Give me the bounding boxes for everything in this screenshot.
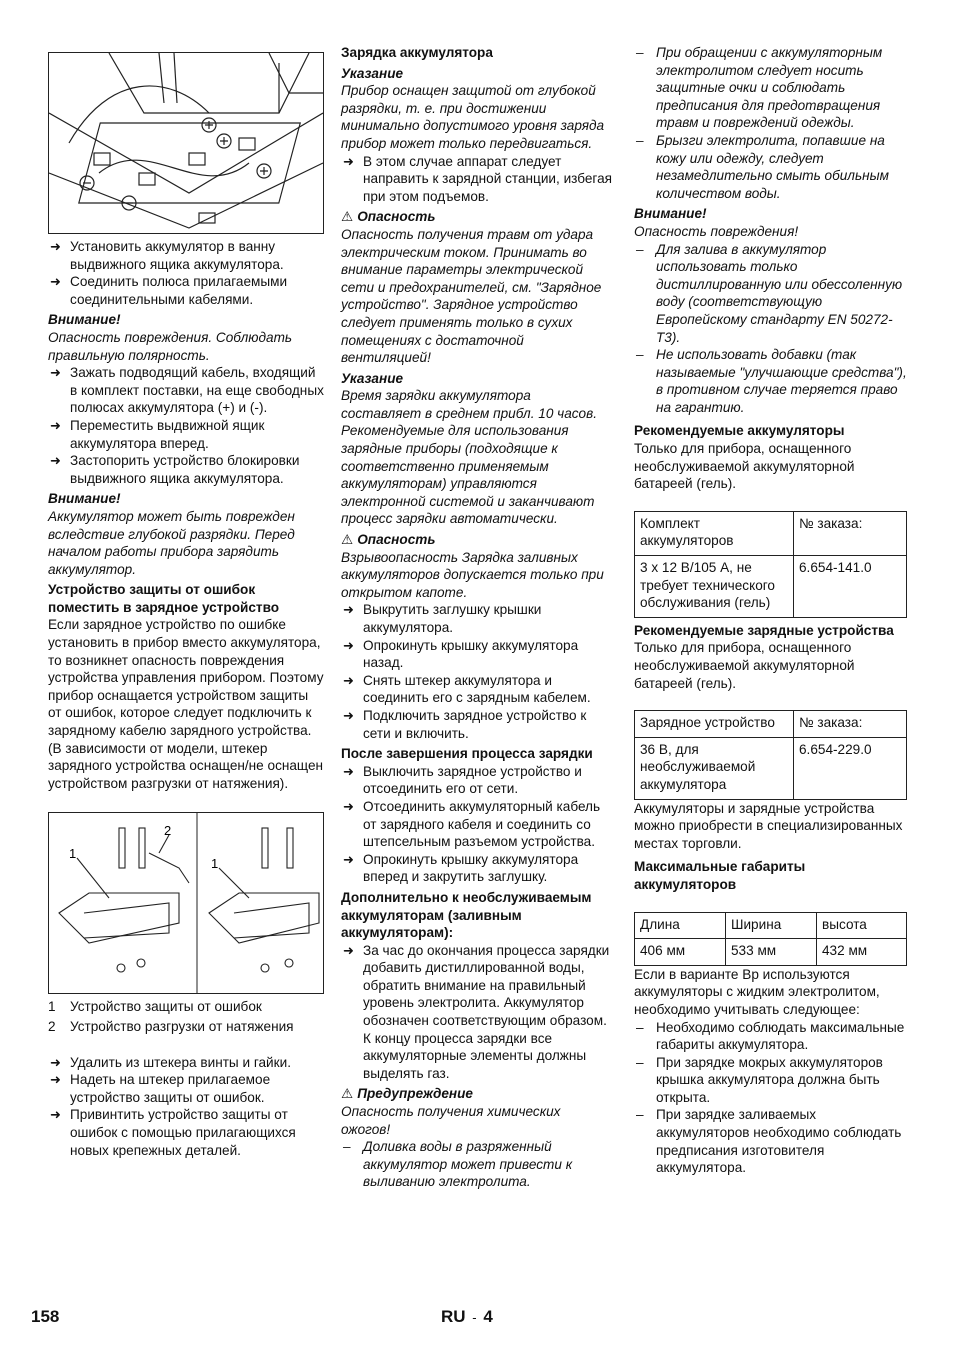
warning-title: Внимание! <box>48 491 121 507</box>
note-title: Указание <box>341 65 404 81</box>
step-close-cover: ➜ Опрокинуть крышку аккумулятора вперед и закрутить заглушку. <box>341 851 613 886</box>
warning-text: Опасность повреждения! <box>634 223 799 239</box>
dash-item: – При обращении с аккумуляторным электролитом следует носить защитные очки и соблюдать предписания для предотвращения травм и повреждений одежды. <box>634 44 907 132</box>
table-cell: 36 В, для необслуживаемой аккумулятора <box>635 737 794 799</box>
table-header-cell: Зарядное устройство <box>635 711 794 738</box>
section-heading: Максимальные габариты аккумуляторов <box>634 859 806 892</box>
step-add-water: ➜ За час до окончания процесса зарядки добавить дистиллированной воды, обратить внимание на правильный уровень электролита. Аккумулятор обозначен соответствующим образом. К концу процесса зарядки все аккумуляторные элементы должны выделять газ. <box>341 942 613 1083</box>
step-tilt-cover: ➜ Опрокинуть крышку аккумулятора назад. <box>341 637 613 672</box>
step-unscrew-plug: ➜ Выкрутить заглушку крышки аккумулятора. <box>341 601 613 636</box>
section-marker: RU - 4 <box>441 1307 493 1326</box>
step-disconnect-cable: ➜ Отсоединить аккумуляторный кабель от зарядного кабеля и соединить со штепсельным разъемом устройства. <box>341 798 613 851</box>
section-heading: Зарядка аккумулятора <box>341 45 493 60</box>
dash-item: – Для залива в аккумулятор использовать только дистиллированную или обессоленную воду (соответствующую Европейскому стандарту EN 50272-T3). <box>634 241 907 347</box>
step-move-drawer: ➜ Переместить выдвижной ящик аккумулятора вперед. <box>48 417 324 452</box>
table-row <box>635 737 907 799</box>
section-heading: Рекомендуемые аккумуляторы <box>634 423 845 439</box>
paragraph: Только для прибора, оснащенного необслуживаемой аккумуляторной батареей (гель). <box>634 640 855 691</box>
table-header-cell: № заказа: <box>794 511 907 555</box>
table-header-cell: Длина <box>635 912 726 939</box>
chargers-table <box>634 710 907 799</box>
dash-item: – Не использовать добавки (так называемые "улучшающие средства"), в противном случае теряется право на гарантию. <box>634 346 907 416</box>
battery-figure <box>48 52 324 234</box>
step-switch-off-charger: ➜ Выключить зарядное устройство и отсоединить его от сети. <box>341 763 613 798</box>
step-install-battery: ➜ Установить аккумулятор в ванну выдвижного ящика аккумулятора. <box>48 238 324 273</box>
protection-device-figure <box>48 812 324 994</box>
section-heading: После завершения процесса зарядки <box>341 746 593 762</box>
protection-device-illustration <box>49 813 323 993</box>
table-row <box>635 912 907 939</box>
paragraph: Только для прибора, оснащенного необслуживаемой аккумуляторной батареей (гель). <box>634 441 855 492</box>
battery-illustration <box>49 53 323 233</box>
table-cell: 6.654-229.0 <box>794 737 907 799</box>
step-connect-poles: ➜ Соединить полюса прилагаемыми соединительными кабелями. <box>48 273 324 308</box>
page-number: 158 <box>31 1307 60 1326</box>
note-text: Прибор оснащен защитой от глубокой разрядки, т. е. при достижении минимально допустимого уровня заряда прибор может только передвигаться. <box>341 83 605 151</box>
figure-label: 1 <box>211 856 219 872</box>
warning-title: Внимание! <box>634 206 707 222</box>
table-header-cell: № заказа: <box>794 711 907 738</box>
figure-label: 2 <box>164 823 172 839</box>
warning-triangle-icon: ⚠ <box>341 1086 354 1102</box>
table-header-cell: высота <box>817 912 907 939</box>
danger-title: ⚠ Опасность <box>341 209 436 225</box>
table-cell: 3 x 12 В/105 А, не требует технического обслуживания (гель) <box>635 556 794 618</box>
dimensions-table <box>634 912 907 966</box>
legend-item: 2 Устройство разгрузки от натяжения <box>48 1019 294 1034</box>
section-heading: Устройство защиты от ошибок поместить в зарядное устройство <box>48 582 280 615</box>
legend-item: 1 Устройство защиты от ошибок <box>48 999 262 1015</box>
step-clamp-cable: ➜ Зажать подводящий кабель, входящий в комплект поставки, на еще свободных полюсах аккумулятора (+) и (-). <box>48 364 324 417</box>
note-title: Указание <box>341 370 404 386</box>
paragraph: Аккумуляторы и зарядные устройства можно приобрести в специализированных местах торговли. <box>634 800 903 851</box>
section-heading: Дополнительно к необслуживаемым аккумуляторам (заливным аккумуляторам): <box>341 889 592 941</box>
step-lock-drawer: ➜ Застопорить устройство блокировки выдвижного ящика аккумулятора. <box>48 452 324 487</box>
table-header-cell: Ширина <box>726 912 817 939</box>
step-screw-device: ➜ Привинтить устройство защиты от ошибок с помощью прилагающихся новых крепежных деталей. <box>48 1106 324 1159</box>
table-row <box>635 556 907 618</box>
table-header-cell: Комплект аккумуляторов <box>635 511 794 555</box>
dash-item: – При зарядке мокрых аккумуляторов крышка аккумулятора должна быть открыта. <box>634 1054 907 1107</box>
column-middle <box>341 44 613 1191</box>
dash-item: – Необходимо соблюдать максимальные габариты аккумулятора. <box>634 1019 907 1054</box>
column-left <box>48 44 324 1159</box>
table-cell: 6.654-141.0 <box>794 556 907 618</box>
step-put-on-device: ➜ Надеть на штекер прилагаемое устройство защиты от ошибок. <box>48 1071 324 1106</box>
dash-item: – Доливка воды в разряженный аккумулятор может привести к выливанию электролита. <box>341 1138 613 1191</box>
paragraph: Если в варианте Bp используются аккумуляторы с жидким электролитом, необходимо учитывать следующее: <box>634 966 880 1017</box>
note-text: Время зарядки аккумулятора составляет в среднем прибл. 10 часов. Рекомендуемые для использования зарядные приборы (подходящие к соответственно применяемым аккумуляторам) управляются электронной системой и заканчивают процесс зарядки автоматически. <box>341 388 597 527</box>
dash-item: – При зарядке заливаемых аккумуляторов необходимо соблюдать предписания изготовителя аккумулятора. <box>634 1106 907 1176</box>
warning-text: Опасность получения химических ожогов! <box>341 1104 561 1137</box>
danger-title: ⚠ Опасность <box>341 532 436 548</box>
step-go-to-station: ➜ В этом случае аппарат следует направить к зарядной станции, избегая при этом подъемов. <box>341 153 613 206</box>
dash-item: – Брызги электролита, попавшие на кожу или одежду, следует незамедлительно смыть обильным количеством воды. <box>634 132 907 202</box>
warning-triangle-icon: ⚠ <box>341 209 354 225</box>
danger-text: Взрывоопасность Зарядка заливных аккумуляторов допускается только при открытом капоте. <box>341 549 604 600</box>
step-connect-charger-cable: ➜ Снять штекер аккумулятора и соединить его с зарядным кабелем. <box>341 672 613 707</box>
table-cell: 406 мм <box>635 939 726 966</box>
warning-title: ⚠ Предупреждение <box>341 1086 473 1102</box>
section-text: Если зарядное устройство по ошибке установить в прибор вместо аккумулятора, то возникнет опасность повреждения устройства управления прибором. Поэтому прибор оснащается устройством защиты от ошибок, которое следует подключить к зарядному кабелю зарядного устройства. (В зависимости от модели, штекер зарядного устройства оснащен/не оснащен устройством разгрузки от натяжения). <box>48 617 324 791</box>
batteries-table <box>634 511 907 618</box>
table-row <box>635 939 907 966</box>
step-plug-charger: ➜ Подключить зарядное устройство к сети и включить. <box>341 707 613 742</box>
table-row <box>635 511 907 555</box>
table-row <box>635 711 907 738</box>
column-right <box>634 44 907 1177</box>
warning-text: Аккумулятор может быть поврежден вследствие глубокой разрядки. Перед началом работы прибора зарядить аккумулятор. <box>48 508 295 577</box>
section-heading: Рекомендуемые зарядные устройства <box>634 622 894 638</box>
step-remove-screws: ➜ Удалить из штекера винты и гайки. <box>48 1054 324 1072</box>
danger-text: Опасность получения травм от удара электрическим током. Принимать во внимание параметры электрической сети и предохранителей, см. "Зарядное устройство". Зарядное устройство следует применять только в сухих помещениях с достаточной вентиляцией! <box>341 226 602 366</box>
warning-title: Внимание! <box>48 312 121 328</box>
warning-triangle-icon: ⚠ <box>341 532 354 548</box>
warning-text: Опасность повреждения. Соблюдать правильную полярность. <box>48 329 293 363</box>
table-cell: 432 мм <box>817 939 907 966</box>
figure-label: 1 <box>69 846 77 862</box>
table-cell: 533 мм <box>726 939 817 966</box>
